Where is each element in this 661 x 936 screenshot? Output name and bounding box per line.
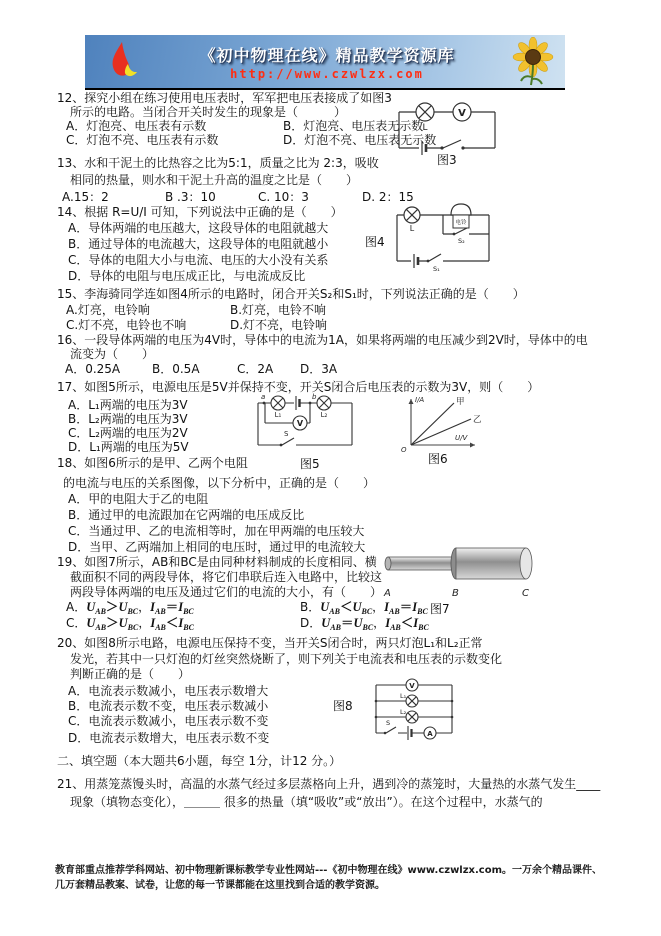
q13-option-a: A.15：2 [62, 190, 109, 204]
q14-option-a: A．导体两端的电压越大，这段导体的电阻就越大 [68, 221, 329, 235]
q13-option-c: C. 10：3 [258, 190, 309, 204]
figure6-graph [397, 391, 485, 453]
q21-line2: 现象（填物态变化），＿＿＿ 很多的热量（填“吸收”或“放出”）。在这个过程中，水蒸气的 [70, 795, 543, 809]
q12-line2: 所示的电路。当闭合开关时发生的现象是（ ） [70, 105, 347, 119]
figure7-conductors [378, 542, 546, 604]
q18-line1: 18、如图6所示的是甲、乙两个电阻 [57, 456, 248, 470]
site-logo-icon [99, 39, 145, 85]
q18-line2: 的电流与电压的关系图像，以下分析中，正确的是（ ） [63, 476, 376, 490]
q15-option-b: B.灯亮，电铃不响 [230, 303, 327, 317]
fig6-jia-label: 甲 [456, 397, 465, 407]
fig8-lamp2-label: L₂ [400, 708, 407, 716]
line-jia [411, 403, 454, 445]
thick-conductor [451, 548, 532, 579]
fig4-bell-label: 电铃 [455, 220, 467, 226]
q16-line1: 16、一段导体两端的电压为4V时，导体中的电流为1A，如果将两端的电压减少到2V时，导体中的电 [57, 333, 588, 347]
lamp-icon [406, 711, 418, 723]
q13-line1: 13、水和干泥土的比热容之比为5:1，质量之比为 2:3，吸收 [57, 156, 379, 170]
q13-option-b: B .3：10 [165, 190, 216, 204]
banner-text [145, 43, 509, 81]
battery-icon [296, 396, 300, 410]
q12-option-b: B．灯泡亮、电压表无示数 [283, 119, 424, 133]
q18-option-d: D．当甲、乙两端加上相同的电压时，通过甲的电流较大 [68, 540, 366, 554]
q15-line1: 15、李海骑同学连如图4所示的电路时，闭合开关S₂和S₁时，下列说法正确的是（ ） [57, 287, 525, 301]
q18-option-b: B．通过甲的电流跟加在它两端的电压成反比 [68, 508, 305, 522]
fig7-a-label: A [384, 588, 391, 599]
battery-icon [408, 726, 412, 740]
q18-option-c: C．当通过甲、乙的电流相等时，加在甲两端的电压较大 [68, 524, 365, 538]
q19-option-d: D．$U_{AB}=U_{BC}$，$I_{AB}<I_{BC}$ [300, 616, 429, 632]
q20-option-c: C．电流表示数减小，电压表示数不变 [68, 714, 269, 728]
q14-line1: 14、根据 R=U/I 可知，下列说法中正确的是（ ） [57, 205, 343, 219]
site-banner [85, 35, 565, 90]
q15-option-c: C.灯不亮，电铃也不响 [66, 318, 187, 332]
fig3-lamp-label: L [422, 123, 428, 133]
battery-icon [422, 141, 426, 155]
y-axis-arrow [409, 399, 414, 404]
q17-option-b: B．L₂两端的电压为3V [68, 412, 188, 426]
q19-line3: 两段导体两端的电压及通过它们的电流的大小，有（ ） [70, 585, 383, 599]
q16-option-b: B．0.5A [152, 362, 200, 376]
switch-icon [384, 727, 396, 734]
q14-option-c: C．导体的电阻大小与电流、电压的大小没有关系 [68, 253, 329, 267]
lamp-icon [404, 207, 420, 223]
fig6-yaxis-label: I/A [415, 396, 425, 404]
q20-line3: 判断正确的是（ ） [70, 667, 191, 681]
fig5-lamp1-label: L₁ [274, 411, 282, 419]
figure3-caption: 图3 [437, 153, 457, 167]
q20-option-b: B．电流表示数不变，电压表示数减小 [68, 699, 269, 713]
fig6-yi-label: 乙 [473, 415, 482, 425]
q17-line1: 17、如图5所示，电源电压是5V并保持不变，开关S闭合后电压表的示数为3V，则（ ） [57, 380, 540, 394]
q20-option-d: D．电流表示数增大，电压表示数不变 [68, 731, 270, 745]
fig6-origin-label: O [401, 446, 407, 453]
fig5-switch-label: S [284, 430, 289, 438]
fig8-switch-label: S [386, 719, 391, 727]
q21-line1: 21、用蒸笼蒸馒头时，高温的水蒸气经过多层蒸格向上升，遇到冷的蒸笼时，大量热的水蒸气发生____ [57, 777, 601, 791]
fig4-switch1-label: S₁ [433, 265, 440, 273]
switch-icon [427, 254, 441, 262]
lamp-icon [416, 103, 434, 121]
figure5-circuit [252, 393, 358, 457]
fig5-b-label: b [312, 393, 317, 401]
fig8-ammeter-label: A [427, 730, 433, 738]
q20-option-a: A．电流表示数减小，电压表示数增大 [68, 684, 269, 698]
q19-line1: 19、如图7所示，AB和BC是由同种材料制成的长度相同、横 [57, 555, 377, 569]
fig4-switch2-label: S₂ [458, 237, 465, 245]
q15-option-a: A.灯亮，电铃响 [66, 303, 150, 317]
figure4-caption: 图4 [365, 235, 385, 249]
sunflower-icon [509, 37, 557, 87]
fig4-wires [397, 215, 489, 261]
banner-title: 《初中物理在线》精品教学资源库 [199, 45, 455, 65]
switch-icon [280, 438, 294, 446]
fig5-a-label: a [261, 393, 266, 401]
q17-option-a: A．L₁两端的电压为3V [68, 398, 188, 412]
figure6-caption: 图6 [428, 452, 448, 466]
switch-icon [453, 228, 467, 235]
q12-option-a: A．灯泡亮、电压表有示数 [66, 119, 207, 133]
q16-option-a: A．0.25A [65, 362, 121, 376]
thin-conductor [385, 557, 456, 570]
fig5-node-a [263, 402, 266, 405]
footer-line2: 几万套精品教案、试卷，让您的每一节课都能在这里找到合适的教学资源。 [55, 880, 385, 891]
q16-option-d: D．3A [300, 362, 338, 376]
figure4-circuit [391, 201, 495, 275]
fig4-lamp-label: L [409, 224, 415, 233]
q20-line1: 20、如图8所示电路，电源电压保持不变，当开关S闭合时，两只灯泡L₁和L₂正常 [57, 636, 483, 650]
fig3-wires [399, 112, 495, 148]
q15-option-d: D.灯不亮，电铃响 [230, 318, 328, 332]
footer-line1: 教育部重点推荐学科网站、初中物理新课标教学专业性网站---《初中物理在线》www.czwlzx.com。一万余个精品课件、 [55, 865, 603, 876]
q12-option-c: C．灯泡不亮、电压表有示数 [66, 133, 219, 147]
fig5-node-b [309, 402, 312, 405]
lamp-icon [271, 396, 285, 410]
q16-line2: 流变为（ ） [70, 347, 155, 361]
q13-line2: 相同的热量，则水和干泥土升高的温度之比是（ ） [70, 173, 359, 187]
q19-option-b: B．$U_{AB}<U_{BC}$，$I_{AB}=I_{BC}$ [300, 600, 428, 616]
q13-option-d: D. 2：15 [362, 190, 414, 204]
figure8-circuit [366, 675, 462, 743]
q17-option-c: C．L₂两端的电压为2V [68, 426, 188, 440]
q19-option-a: A．$U_{AB}>U_{BC}$，$I_{AB}=I_{BC}$ [66, 600, 194, 616]
fig8-lamp1-label: L₁ [400, 692, 407, 700]
banner-url: http://www.czwlzx.com [230, 66, 424, 81]
q20-line2: 发光，若其中一只灯泡的灯丝突然烧断了，则下列关于电流表和电压表的示数变化 [70, 652, 503, 666]
figure7-caption: 图7 [430, 602, 450, 616]
q17-option-d: D．L₁两端的电压为5V [68, 440, 189, 454]
fig7-b-label: B [452, 588, 459, 599]
q19-line2: 截面积不同的两段导体，将它们串联后连入电路中，比较这 [70, 570, 383, 584]
figure8-caption: 图8 [333, 699, 353, 713]
lamp-icon [406, 695, 418, 707]
fig6-xaxis-label: U/V [455, 434, 468, 442]
q18-option-a: A．甲的电阻大于乙的电阻 [68, 492, 209, 506]
section2-title: 二、填空题（本大题共6小题，每空 1分，计12 分。） [57, 754, 342, 768]
q14-option-b: B．通过导体的电流越大，这段导体的电阻就越小 [68, 237, 329, 251]
q16-option-c: C．2A [237, 362, 274, 376]
lamp-icon [317, 396, 331, 410]
q12-option-d: D．灯泡不亮、电压表无示数 [283, 133, 437, 147]
fig3-voltmeter-label: V [458, 108, 466, 119]
q19-option-c: C．$U_{AB}>U_{BC}$，$I_{AB}<I_{BC}$ [66, 616, 194, 632]
fig7-c-label: C [522, 588, 529, 599]
q14-option-d: D．导体的电阻与电压成正比，与电流成反比 [68, 269, 306, 283]
fig8-voltmeter-label: V [409, 682, 415, 690]
battery-icon [414, 254, 418, 268]
x-axis-arrow [470, 443, 475, 448]
switch-icon [440, 140, 464, 150]
q12-line1: 12、探究小组在练习使用电压表时，军军把电压表接成了如图3 [57, 91, 392, 105]
figure5-caption: 图5 [300, 457, 320, 471]
fig5-lamp2-label: L₂ [320, 411, 328, 419]
fig5-wires [258, 403, 352, 445]
fig5-voltmeter-label: V [296, 419, 304, 428]
